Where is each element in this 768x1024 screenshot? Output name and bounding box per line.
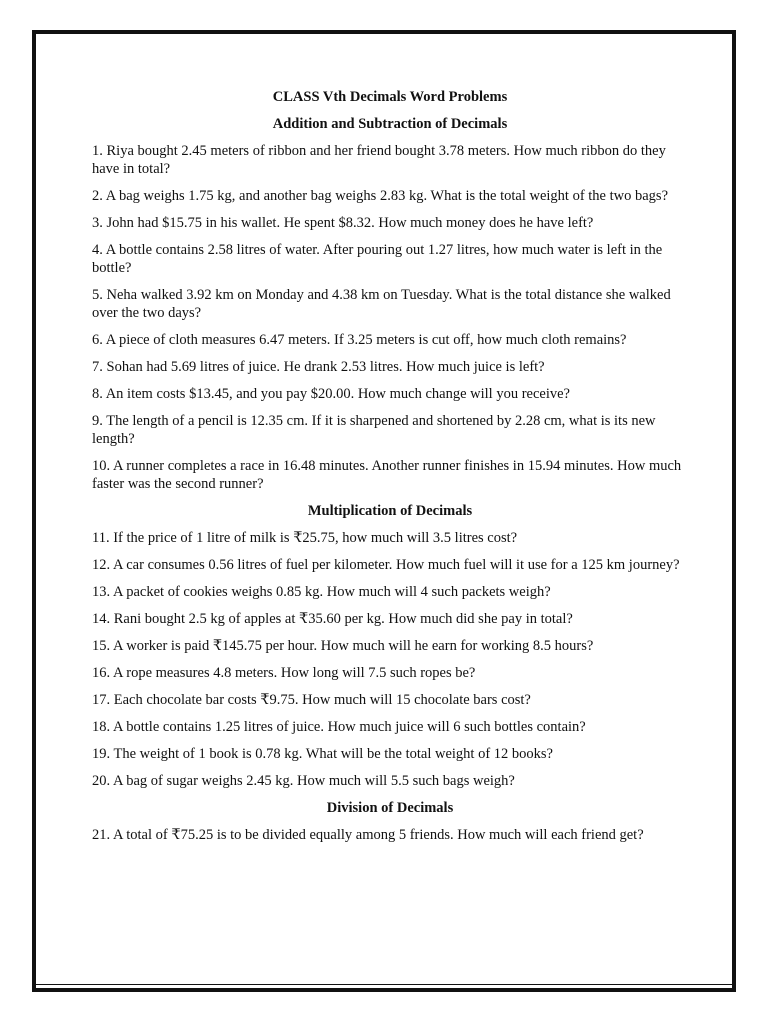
question-12: 12. A car consumes 0.56 litres of fuel per kilometer. How much fuel will it use for a 125 km journey? bbox=[92, 557, 680, 573]
question-5: 5. Neha walked 3.92 km on Monday and 4.38 km on Tuesday. What is the total distance she walked over the two days? bbox=[92, 287, 671, 321]
question-8: 8. An item costs $13.45, and you pay $20.00. How much change will you receive? bbox=[92, 386, 570, 402]
worksheet bbox=[92, 88, 688, 853]
question-2: 2. A bag weighs 1.75 kg, and another bag weighs 2.83 kg. What is the total weight of the two bags? bbox=[92, 188, 669, 204]
question-10: 10. A runner completes a race in 16.48 minutes. Another runner finishes in 15.94 minutes. How much faster was the second runner? bbox=[92, 458, 682, 492]
question-4: 4. A bottle contains 2.58 litres of water. After pouring out 1.27 litres, how much water is left in the bottle? bbox=[92, 242, 663, 276]
question-6: 6. A piece of cloth measures 6.47 meters. If 3.25 meters is cut off, how much cloth remains? bbox=[92, 332, 627, 348]
question-14: 14. Rani bought 2.5 kg of apples at ₹35.60 per kg. How much did she pay in total? bbox=[92, 611, 573, 627]
question-3: 3. John had $15.75 in his wallet. He spent $8.32. How much money does he have left? bbox=[92, 215, 594, 231]
question-18: 18. A bottle contains 1.25 litres of juice. How much juice will 6 such bottles contain? bbox=[92, 719, 586, 735]
question-7: 7. Sohan had 5.69 litres of juice. He drank 2.53 litres. How much juice is left? bbox=[92, 359, 545, 375]
page-border-bottom-rule bbox=[36, 984, 732, 985]
question-13: 13. A packet of cookies weighs 0.85 kg. How much will 4 such packets weigh? bbox=[92, 584, 551, 600]
section-heading-division: Division of Decimals bbox=[326, 800, 454, 816]
worksheet-title: CLASS Vth Decimals Word Problems bbox=[272, 89, 508, 105]
question-11: 11. If the price of 1 litre of milk is ₹25.75, how much will 3.5 litres cost? bbox=[92, 530, 518, 546]
question-17: 17. Each chocolate bar costs ₹9.75. How much will 15 chocolate bars cost? bbox=[92, 692, 531, 708]
section-heading-addition-subtraction: Addition and Subtraction of Decimals bbox=[272, 116, 508, 132]
question-21: 21. A total of ₹75.25 is to be divided equally among 5 friends. How much will each friend get? bbox=[92, 827, 644, 843]
question-15: 15. A worker is paid ₹145.75 per hour. How much will he earn for working 8.5 hours? bbox=[92, 638, 594, 654]
question-9: 9. The length of a pencil is 12.35 cm. If it is sharpened and shortened by 2.28 cm, what is its new length? bbox=[92, 413, 656, 447]
question-1: 1. Riya bought 2.45 meters of ribbon and her friend bought 3.78 meters. How much ribbon do they have in total? bbox=[92, 143, 666, 177]
question-20: 20. A bag of sugar weighs 2.45 kg. How much will 5.5 such bags weigh? bbox=[92, 773, 515, 789]
question-16: 16. A rope measures 4.8 meters. How long will 7.5 such ropes be? bbox=[92, 665, 476, 681]
section-heading-multiplication: Multiplication of Decimals bbox=[307, 503, 473, 519]
question-19: 19. The weight of 1 book is 0.78 kg. What will be the total weight of 12 books? bbox=[92, 746, 553, 762]
